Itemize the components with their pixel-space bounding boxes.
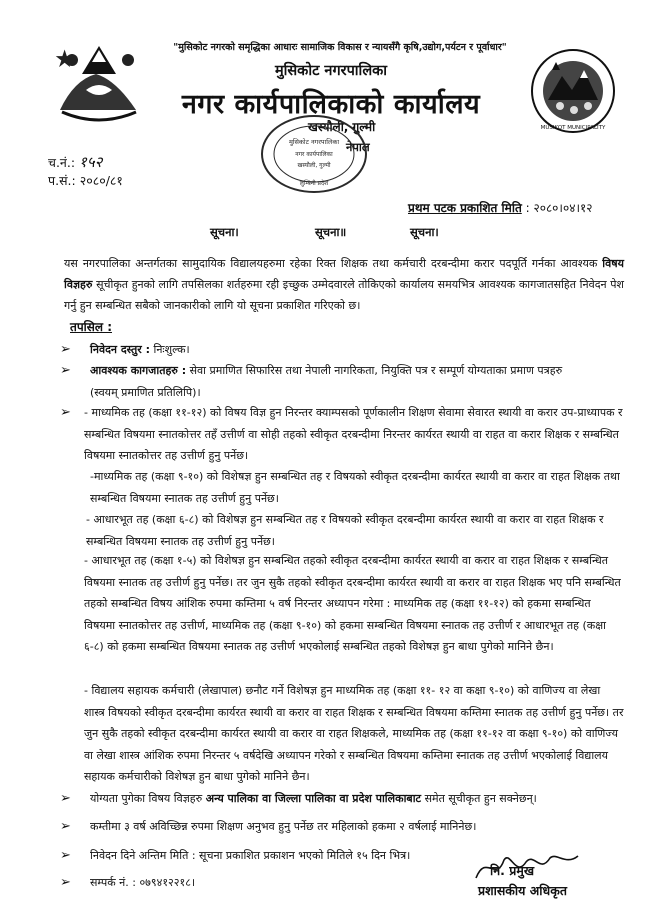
fiscal-year <box>48 172 123 189</box>
publication-date <box>408 199 592 216</box>
tapsil-heading: तपसिल : <box>70 320 112 334</box>
fee-label: निवेदन दस्तुर : <box>90 343 150 356</box>
svg-text:नगर कार्यपालिका: नगर कार्यपालिका <box>295 151 333 158</box>
country: नेपाल <box>346 140 370 154</box>
intro-bold: विषय विज्ञहरु <box>64 257 624 291</box>
office-stamp <box>258 112 370 196</box>
arrow-bullet-icon: ➢ <box>60 875 71 890</box>
docs-item <box>60 360 624 403</box>
accountant-item: - विद्यालय सहायक कर्मचारी (लेखापाल) छनौट गर्ने विशेषज्ञ हुन माध्यमिक तह (कक्षा ११- १२ वा कक्षा ९-१०) को वाणिज्य वा लेखा शास्त्र विषयको स्वीकृत दरबन्दीमा कार्यरत स्थायी वा करार वा राहत शिक्षक र सम्बन्धित विषयमा कम्तिमा स्नातक तह उत्तीर्ण हुनु पर्नेछ। तर जुन सुकै तहको स्वीकृत दरबन्दीमा कार्यरत स्थायी वा करार वा राहत शिक्षकले, माध्यमिक तह (कक्षा ११-१२ वा कक्षा ९-१०) को वाणिज्य वा लेखा शास्त्र आंशिक रुपमा निरन्तर ५ वर्षदेखि अध्यापन गरेको र सम्बन्धित विषयमा कम्तिमा स्नातक तह उत्तीर्ण भएकोलाई विद्यालय सहायक कर्मचारीको विशेषज्ञ हुन बाधा पुगेको मानिने छैन। <box>84 684 624 783</box>
secondary2-item: -माध्यमिक तह (कक्षा ९-१०) को विशेषज्ञ हुन सम्बन्धित तह र विषयको स्वीकृत दरबन्दीमा कार्यरत स्थायी वा करार वा राहत शिक्षक तथा सम्बन्धित विषयमा स्नातक तह उत्तीर्ण हुनु पर्नेछ। <box>90 470 620 505</box>
intro-part-2: सूचीकृत हुनको लागि तपसिलका शर्तहरुमा रही इच्छुक उम्मेदवारले तोकिएको कार्यालय समयभित्र आवश्यक कागजातसहित निवेदन पेश गर्नु हुन सम्बन्धित सबैको जानकारीको लागि यो सूचना प्रकाशित गरिएको छ। <box>64 278 625 312</box>
other-municipality-item <box>60 788 624 810</box>
ref-label: च.नं.: <box>48 155 76 170</box>
arrow-bullet-icon: ➢ <box>60 848 71 863</box>
secondary-item <box>60 402 624 467</box>
basic68-item: - आधारभूत तह (कक्षा ६-८) को विशेषज्ञ हुन सम्बन्धित तह र विषयको स्वीकृत दरबन्दीमा कार्यरत स्थायी वा करार वा राहत शिक्षक र सम्बन्धित विषयमा स्नातक तह उत्तीर्ण हुनु पर्नेछ। <box>86 513 604 548</box>
fy-value: २०८०/८१ <box>79 173 123 188</box>
fee-value: निःशुल्क। <box>153 343 190 356</box>
ref-number <box>48 152 102 172</box>
docs-value: सेवा प्रमाणित सिफारिस तथा नेपाली नागरिकता, नियुक्ति पत्र र सम्पूर्ण योग्यताका प्रमाण पत्रहरु <box>189 364 563 377</box>
ref-value: १५२ <box>79 153 103 171</box>
arrow-bullet-icon: ➢ <box>60 342 71 357</box>
deadline-text: निवेदन दिने अन्तिम मिति : सूचना प्रकाशित प्रकाशन भएको मितिले १५ दिन भित्र। <box>90 849 411 862</box>
experience-text: कम्तीमा ३ वर्ष अविच्छिन्न रुपमा शिक्षण अनुभव हुनु पर्नेछ तर महिलाको हकमा २ वर्षलाई मानिनेछ। <box>90 820 477 833</box>
signatory-role: प्रशासकीय अधिकृत <box>478 883 567 898</box>
basic15-item: - आधारभूत तह (कक्षा १-५) को विशेषज्ञ हुन सम्बन्धित तहको स्वीकृत दरबन्दीमा कार्यरत स्थायी वा करार वा राहत शिक्षक र सम्बन्धित विषयमा स्नातक तह उत्तीर्ण हुनु पर्नेछ। तर जुन सुकै तहको स्वीकृत दरबन्दीमा कार्यरत स्थायी वा करार वा राहत शिक्षक भए पनि सम्बन्धित तहको सम्बन्धित विषय आंशिक रुपमा कम्तिमा ५ वर्ष निरन्तर अध्यापन गरेमा : माध्यमिक तह (कक्षा ११-१२) को हकमा सम्बन्धित विषयमा स्नातकोत्तर तह उत्तीर्ण, माध्यमिक तह (कक्षा ९-१०) को हकमा सम्बन्धित विषयमा स्नातक तह उत्तीर्ण र आधारभूत तह (कक्षा ६-८) को हकमा सम्बन्धित विषयमा स्नातक तह उत्तीर्ण भएकोलाई सम्बन्धित तहको विशेषज्ञ हुन बाधा पुगेको मानिने छैन। <box>84 554 621 653</box>
arrow-bullet-icon: ➢ <box>60 791 71 806</box>
tagline: "मुसिकोट नगरको समृद्धिका आधारः सामाजिक विकास र न्यायसँगै कृषि,उद्योग,पर्यटन र पूर्वाधार" <box>173 42 507 53</box>
other-c: समेत सूचीकृत हुन सक्नेछन्। <box>424 792 537 805</box>
svg-text:मुसिकोट नगरपालिका: मुसिकोट नगरपालिका <box>288 138 340 146</box>
intro-part-1: यस नगरपालिका अन्तर्गतका सामुदायिक विद्यालयहरुमा रहेका रिक्त शिक्षक तथा कर्मचारी दरबन्दीमा करार पदपूर्ति गर्नका आवश्यक <box>64 257 598 270</box>
contact-text: सम्पर्क नं. : ०७९४१२२१८। <box>90 876 196 889</box>
signatory-name: नि. प्रमुख <box>490 863 535 878</box>
notice-word-1: सूचना। <box>210 225 239 239</box>
arrow-bullet-icon: ➢ <box>60 405 71 420</box>
municipality-name: मुसिकोट नगरपालिका <box>274 63 388 79</box>
arrow-bullet-icon: ➢ <box>60 819 71 834</box>
secondary-text: - माध्यमिक तह (कक्षा ११-१२) को विषय विज्ञ हुन निरन्तर क्याम्पसको पूर्णकालीन शिक्षण सेवामा सेवारत स्थायी वा करार उप-प्राध्यापक र सम्बन्धित विषयमा स्नातकोत्तर तहँ उत्तीर्ण वा सोही तहको स्वीकृत दरबन्दीमा निरन्तर कार्यरत स्थायी वा राहत वा करार शिक्षक र सम्बन्धित विषयमा स्नातकोत्तर तह उत्तीर्ण हुनु पर्नेछ। <box>84 406 623 462</box>
office-title: नगर कार्यपालिकाको कार्यालय <box>181 89 481 120</box>
intro-paragraph <box>64 253 624 316</box>
arrow-bullet-icon: ➢ <box>60 363 71 378</box>
pubdate-value: : २०८०।०४।१२ <box>525 201 593 215</box>
logo-text: MUSIKOT MUNICIPALITY <box>540 125 606 131</box>
fee-item <box>60 339 624 361</box>
address: खस्यौली, गुल्मी <box>308 120 376 134</box>
pubdate-label: प्रथम पटक प्रकाशित मिति <box>408 201 522 215</box>
docs-note: (स्वयम् प्रमाणित प्रतिलिपि)। <box>90 385 201 399</box>
other-a: योग्यता पुगेका विषय विज्ञहरु <box>90 792 203 805</box>
fy-label: प.सं.: <box>48 173 76 188</box>
svg-text:खस्यौली, गुल्मी: खस्यौली, गुल्मी <box>297 162 331 169</box>
other-b: अन्य पालिका वा जिल्ला पालिका वा प्रदेश पालिकाबाट <box>205 792 422 805</box>
notice-word-3: सूचना। <box>410 225 439 239</box>
notice-word-2: सूचना॥ <box>315 225 347 239</box>
docs-label: आवश्यक कागजातहरु : <box>90 364 187 377</box>
svg-text:लुम्बिनी प्रदेश: लुम्बिनी प्रदेश <box>299 180 329 187</box>
experience-item <box>60 816 624 838</box>
